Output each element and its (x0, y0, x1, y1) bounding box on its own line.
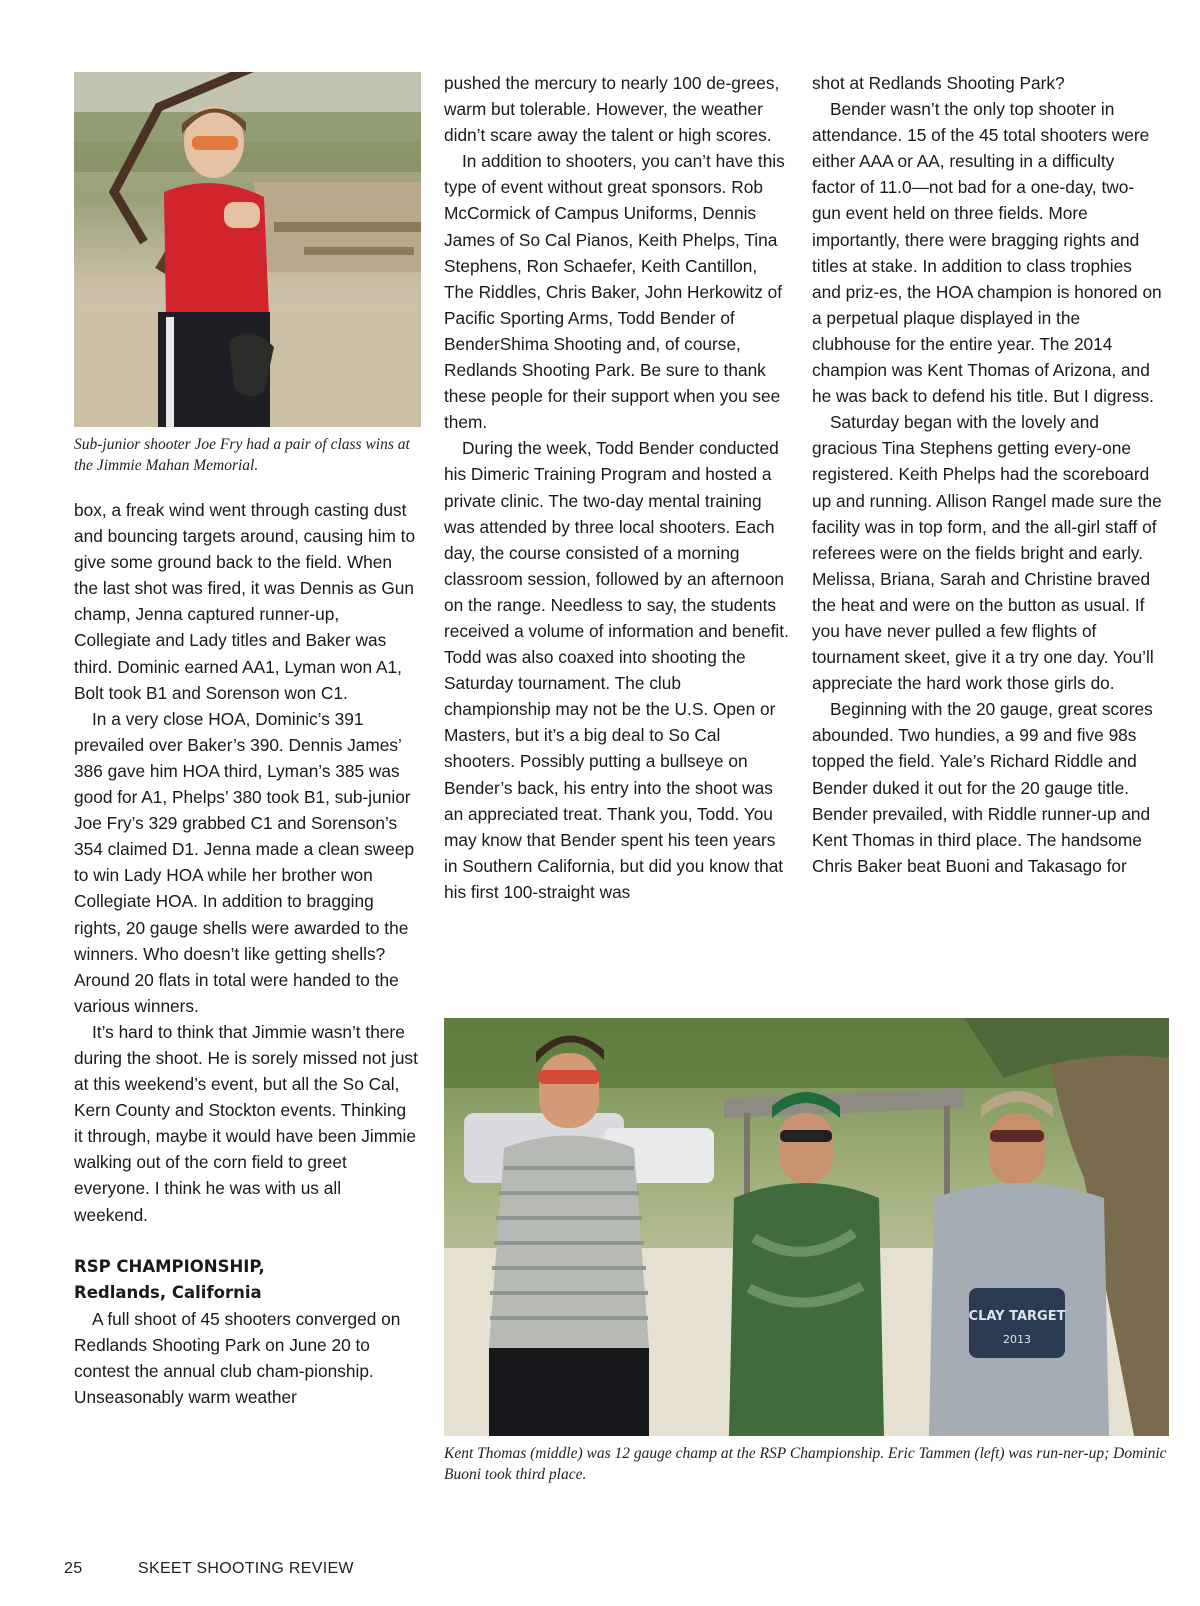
photo-rsp-champions (444, 1018, 1169, 1436)
col3-paragraph-4: Beginning with the 20 gauge, great scores abounded. Two hundies, a 99 and five 98s topped the field. Yale’s Richard Riddle and Bender duked it out for the 20 gauge title. Bender prevailed, with Riddle runner-up and Kent Thomas in third place. The handsome Chris Baker beat Buoni and Takasago for (812, 699, 1153, 876)
col1-paragraph-1: box, a freak wind went through casting dust and bouncing targets around, causing him to give some ground back to the field. When the last shot was fired, it was Dennis as Gun champ, Jenna captured runner-up, Collegiate and Lady titles and Baker was third. Dominic earned AA1, Lyman won A1, Bolt took B1 and Sorenson won C1. (74, 500, 416, 703)
article-column-3 (812, 70, 1162, 879)
page-number: 25 (64, 1560, 83, 1577)
shirt-text-main: CLAY TARGET (968, 1309, 1066, 1324)
col3-paragraph-1: shot at Redlands Shooting Park? (812, 73, 1065, 93)
section-heading-line-1: RSP CHAMPIONSHIP, (74, 1256, 265, 1276)
section-heading-line-2: Redlands, California (74, 1282, 262, 1302)
col2-paragraph-3: During the week, Todd Bender conducted his Dimeric Training Program and hosted a private clinic. The two-day mental training was attended by three local shooters. Each day, the course consisted of a morning classroom session, followed by an afternoon on the range. Needless to say, the students received a volume of information and benefit. Todd was also coaxed into shooting the Saturday tournament. The club championship may not be the U.S. Open or Masters, but it’s a big deal to So Cal shooters. Possibly putting a bullseye on Bender’s back, his entry into the shoot was an appreciated treat. Thank you, Todd. You may know that Bender spent his teen years in Southern California, but did you know that his first 100-straight was (444, 438, 789, 902)
col1-paragraph-4: A full shoot of 45 shooters converged on Redlands Shooting Park on June 20 to contest the annual club cham-pionship. Unseasonably warm weather (74, 1308, 401, 1407)
photo-joe-fry (74, 72, 421, 427)
photo-joe-fry-illustration (74, 72, 421, 427)
col1-paragraph-3: It’s hard to think that Jimmie wasn’t there during the shoot. He is sorely missed not just at this weekend’s event, but all the So Cal, Kern County and Stockton events. Thinking it through, maybe it would have been Jimmie walking out of the corn field to greet everyone. I think he was with us all weekend. (74, 1021, 418, 1225)
col2-paragraph-2: In addition to shooters, you can’t have this type of event without great sponsors. Rob McCormick of Campus Uniforms, Dennis James of So Cal Pianos, Keith Phelps, Tina Stephens, Ron Schaefer, Keith Cantillon, The Riddles, Chris Baker, John Herkowitz of Pacific Sporting Arms, Todd Bender of BenderShima Shooting and, of course, Redlands Shooting Park. Be sure to thank these people for their support when you see them. (444, 151, 785, 433)
article-column-1 (74, 497, 419, 1410)
col2-paragraph-1: pushed the mercury to nearly 100 de-grees, warm but tolerable. However, the weather didn’t scare away the talent or high scores. (444, 73, 780, 146)
section-heading-rsp (74, 1254, 419, 1306)
shirt-text-year: 2013 (1003, 1333, 1031, 1346)
publication-name: SKEET SHOOTING REVIEW (138, 1560, 354, 1577)
col3-paragraph-2: Bender wasn’t the only top shooter in attendance. 15 of the 45 total shooters were either AAA or AA, resulting in a difficulty factor of 11.0—not bad for a one-day, two-gun event held on three fields. More importantly, there were bragging rights and titles at stake. In addition to class trophies and priz-es, the HOA champion is honored on a perpetual plaque displayed in the clubhouse for the entire year. The 2014 champion was Kent Thomas of Arizona, and he was back to defend his title. But I digress. (812, 99, 1162, 407)
photo-rsp-champions-caption: Kent Thomas (middle) was 12 gauge champ at the RSP Championship. Eric Tammen (left) was run-ner-up; Dominic Buoni took third place. (444, 1445, 1167, 1483)
photo-rsp-champions-illustration (444, 1018, 1169, 1436)
col1-paragraph-2: In a very close HOA, Dominic’s 391 prevailed over Baker’s 390. Dennis James’ 386 gave him HOA third, Lyman’s 385 was good for A1, Phelps’ 380 took B1, sub-junior Joe Fry’s 329 grabbed C1 and Sorenson’s 354 claimed D1. Jenna made a clean sweep to win Lady HOA while her brother won Collegiate HOA. In addition to bragging rights, 20 gauge shells were awarded to the winners. Who doesn’t like getting shells? Around 20 flats in total were handed to the various winners. (74, 708, 415, 1016)
article-column-2 (444, 70, 789, 905)
col3-paragraph-3: Saturday began with the lovely and gracious Tina Stephens getting every-one registered. Keith Phelps had the scoreboard up and running. Allison Rangel made sure the facility was in top form, and the all-girl staff of referees were on the fields bright and early. Melissa, Briana, Sarah and Christine braved the heat and were on the button as usual. If you have never pulled a few flights of tournament skeet, give it a try one day. You’ll appreciate the hard work those girls do. (812, 412, 1162, 694)
photo-joe-fry-caption: Sub-junior shooter Joe Fry had a pair of class wins at the Jimmie Mahan Memorial. (74, 436, 410, 474)
